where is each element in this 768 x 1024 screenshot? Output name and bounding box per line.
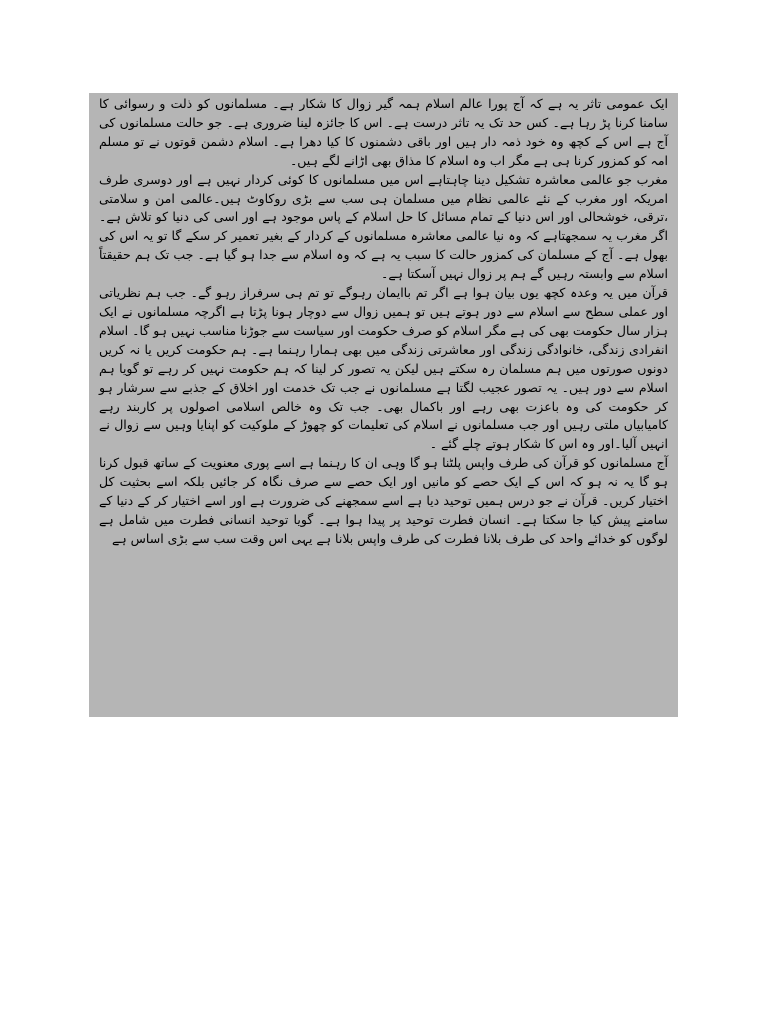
paragraph-return-to-quran: آج مسلمانوں کو قرآن کی طرف واپس پلٹنا ہو گا وہی ان کا رہنما ہے اسے پوری معنویت کے ساتھ قبول کرنا ہو گا یہ نہ ہو کہ اس کے ایک حصے کو مانیں اور ایک حصے سے صرف نگاہ کر جائیں بلکہ اسے بحثیت کل اختیار کریں۔ قرآن نے جو درس ہمیں توحید دیا ہے اسے سمجھنے کی ضرورت ہے اور اسے اختیار کر کے دنیا کے سامنے پیش کیا جا سکتا ہے۔ انسان فطرت توحید پر پیدا ہوا ہے۔ گویا توحید انسانی فطرت میں شامل ہے لوگوں کو خدائے واحد کی طرف بلانا فطرت کی طرف واپس بلانا ہے یہی اس وقت سب سے بڑی اساس ہے	[99, 455, 668, 546]
paragraph-intro: ایک عمومی تاثر یہ ہے کہ آج پورا عالم اسلام ہمہ گیر زوال کا شکار ہے۔ مسلمانوں کو ذلت و رسوائی کا سامنا کرنا پڑ رہا ہے۔ کس حد تک یہ تاثر درست ہے۔ اس کا جائزہ لینا ضروری ہے۔ جو حالت مسلمانوں کی آج ہے اس کے کچھ وہ خود ذمہ دار ہیں اور باقی دشمنوں کا کیا دھرا ہے۔ اسلام دشمن قوتوں نے تو مسلم امہ کو کمزور کرنا ہی ہے مگر اب وہ اسلام کا مذاق بھی اڑانے لگے ہیں۔	[99, 96, 668, 168]
paragraph-quran-promise: قرآن میں یہ وعدہ کچھ یوں بیان ہوا ہے اگر تم باایمان رہوگے تو تم ہی سرفراز رہو گے۔ جب ہم نظریاتی اور عملی سطح سے اسلام سے دور ہوتے ہیں تو ہمیں زوال سے دوچار ہونا پڑتا ہے اگرچہ مسلمانوں نے ایک ہزار سال حکومت بھی کی ہے مگر اسلام کو صرف حکومت اور سیاست سے جوڑنا مناسب نہیں ہو گا۔ اسلام انفرادی زندگی، خانوادگی زندگی اور معاشرتی زندگی میں بھی ہمارا رہنما ہے۔ ہم حکومت کریں یا نہ کریں دونوں صورتوں میں ہم مسلمان رہ سکتے ہیں لیکن یہ تصور کر لینا کہ ہم حکومت نہیں کر رہے تو گویا ہم اسلام سے دور ہیں۔ یہ تصور عجیب لگتا ہے مسلمانوں نے جب تک خدمت اور اخلاق کے جذبے سے سرشار ہو کر حکومت کی وہ باعزت بھی رہے اور باکمال بھی۔ جب تک وہ خالص اسلامی اصولوں پر کاربند رہے کامیابیاں ملتی رہیں اور جب مسلمانوں نے اسلام کی تعلیمات کو چھوڑ کے ملوکیت کو اپنایا وہیں سے زوال نے انہیں آلیا۔اور وہ اس کا شکار ہوتے چلے گئے ۔	[99, 285, 668, 452]
article-text-block	[89, 93, 678, 717]
paragraph-west: مغرب جو عالمی معاشرہ تشکیل دینا چاہتاہے اس میں مسلمانوں کا کوئی کردار نہیں ہے اور دوسری طرف امریکہ اور مغرب کے نئے عالمی نظام میں مسلمان ہی سب سے بڑی روکاوٹ ہیں۔عالمی امن و سلامتی ،ترقی، خوشحالی اور اس دنیا کے تمام مسائل کا حل اسلام کے پاس موجود ہے اور اسی کی دنیا کو تلاش ہے۔ اگر مغرب یہ سمجھتاہے کہ وہ نیا عالمی معاشرہ مسلمانوں کے کردار کے بغیر تعمیر کر سکے گا تو یہ اس کی بھول ہے۔ آج کے مسلمان کی کمزور حالت کا سبب یہ ہے کہ وہ اسلام سے جدا ہو گیا ہے۔ جب تک ہم حقیقتاً اسلام سے وابستہ رہیں گے ہم پر زوال نہیں آسکتا ہے۔	[99, 171, 668, 282]
